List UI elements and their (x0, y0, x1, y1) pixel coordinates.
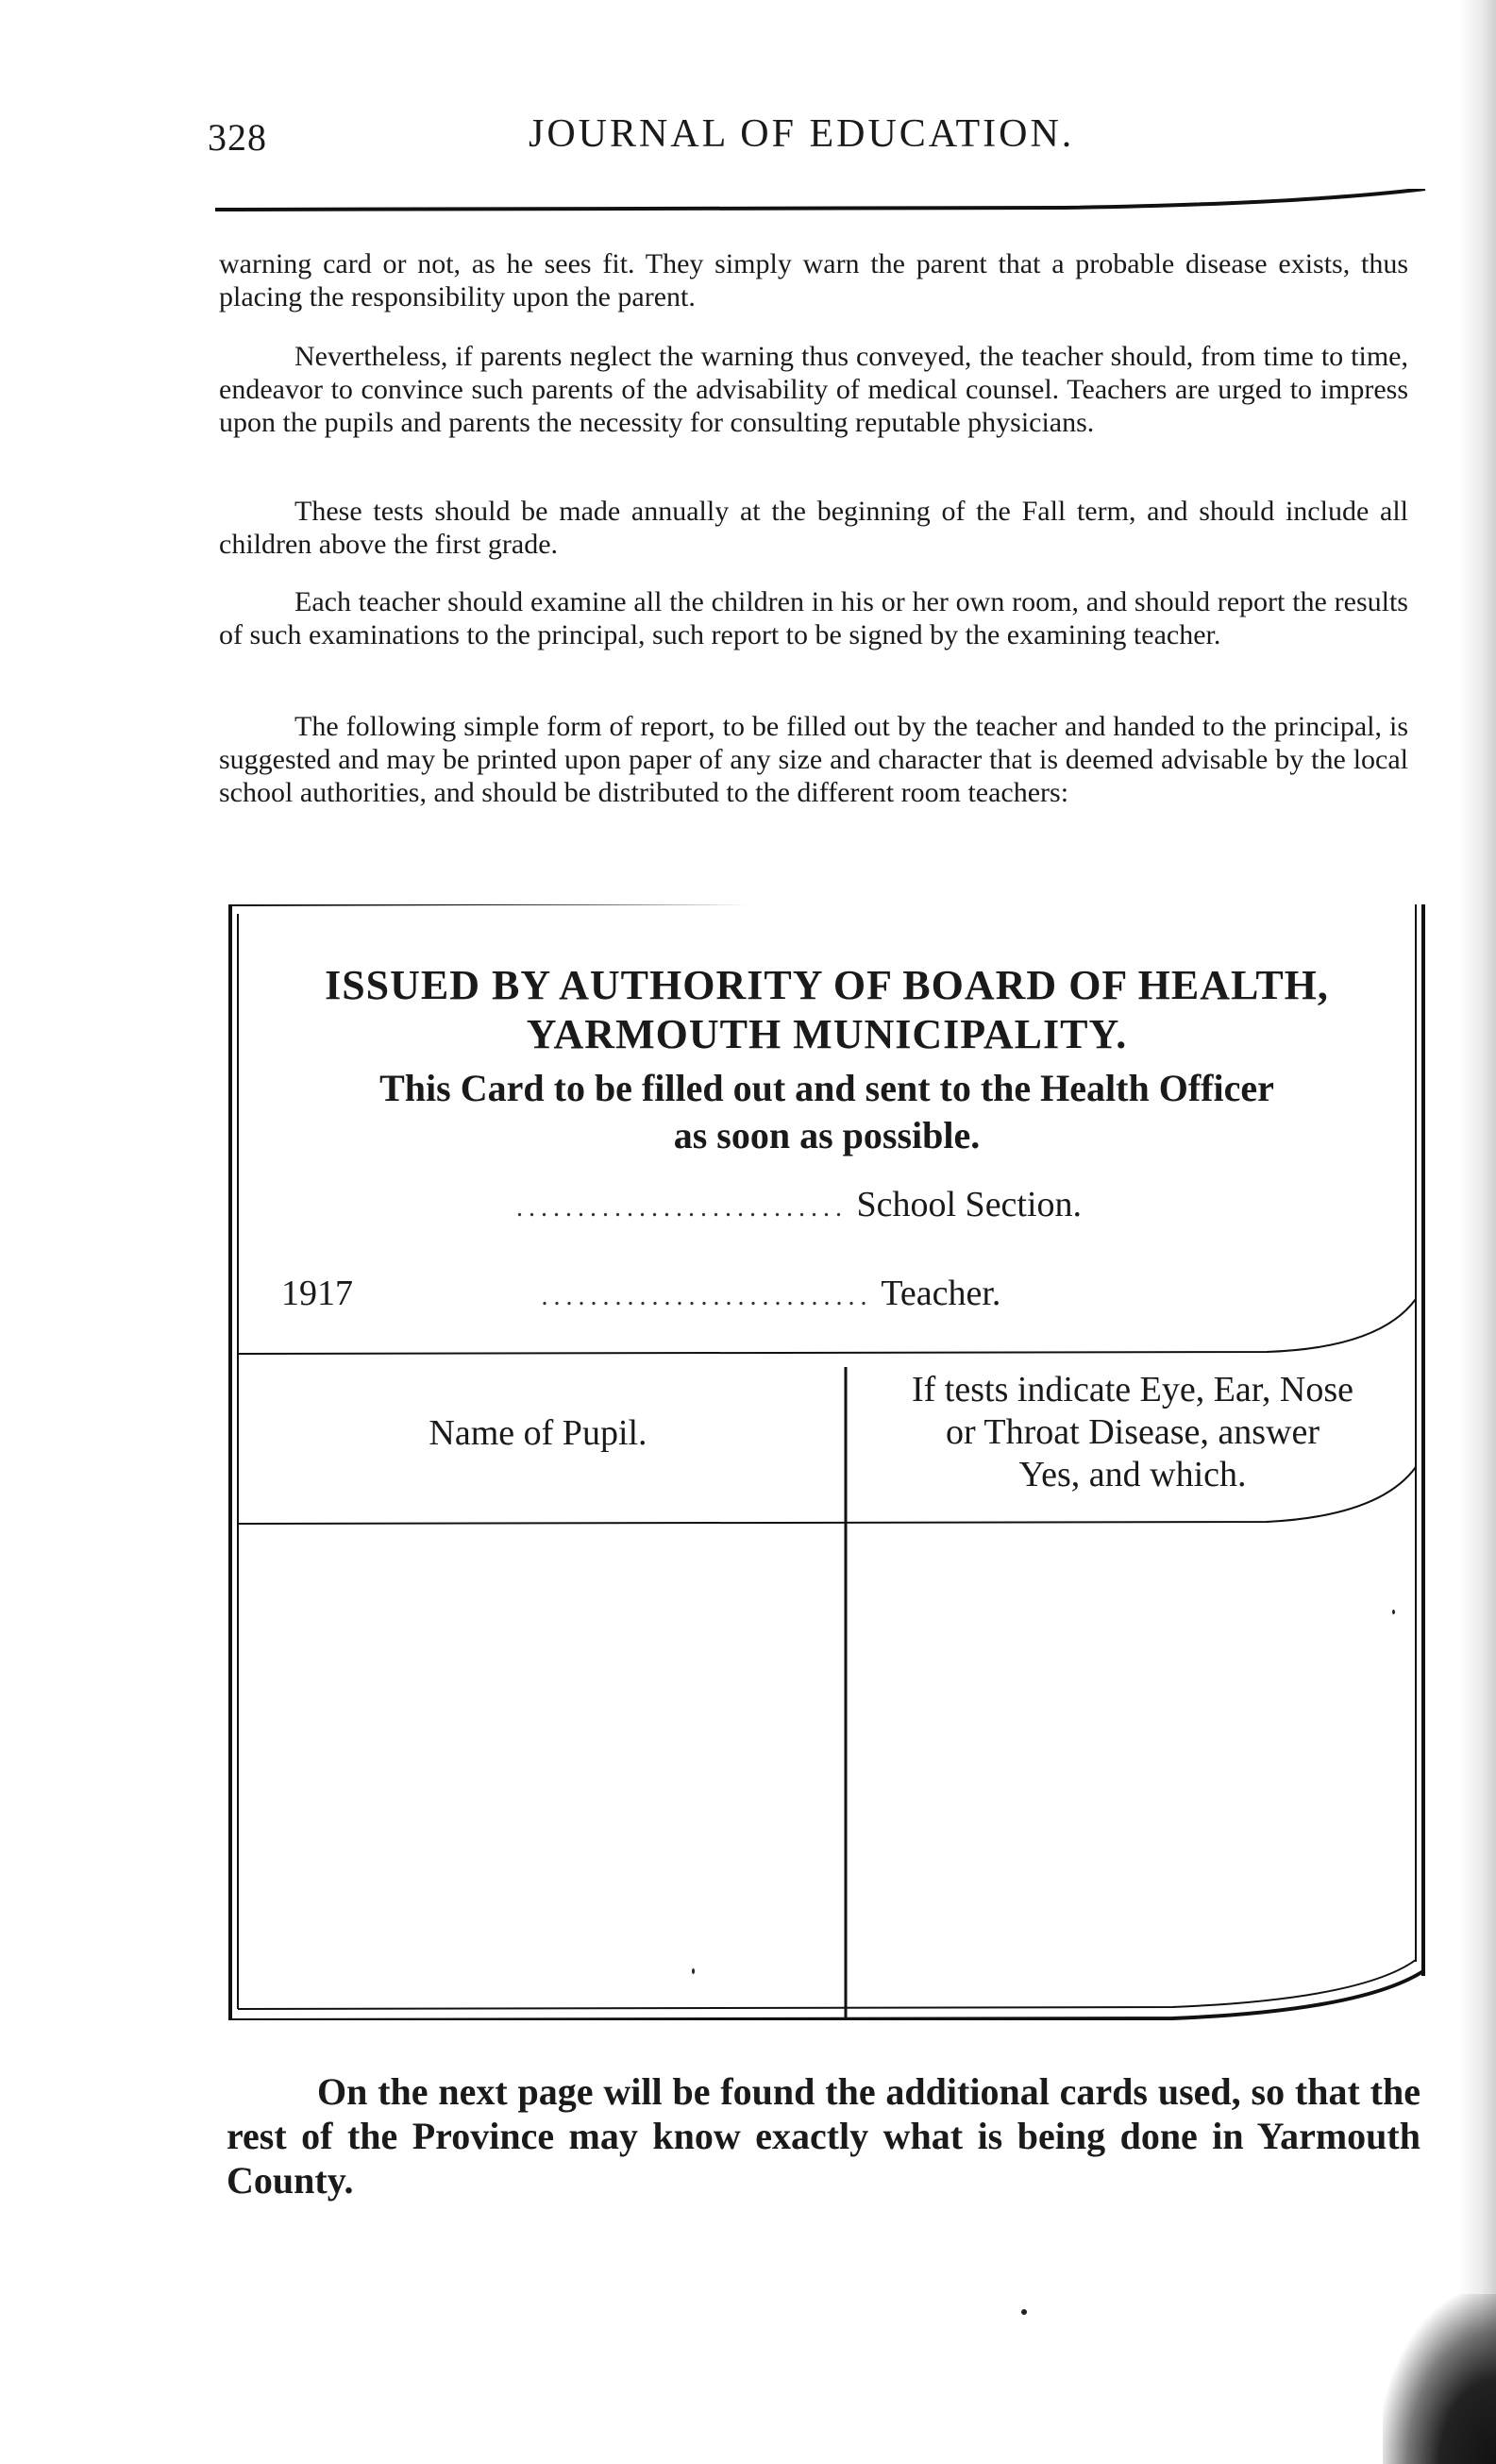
scan-speck (1021, 2309, 1027, 2315)
scan-speck (692, 1968, 695, 1974)
closing-paragraph: On the next page will be found the additional cards used, so that the rest of the Province may know exactly what is being done in Yarmouth County. (227, 2070, 1420, 2202)
teacher-fill-dots: ........................... (541, 1282, 873, 1311)
card-title: ISSUED BY AUTHORITY OF BOARD OF HEALTH, YARMOUTH MUNICIPALITY. (325, 962, 1329, 1057)
school-section-label: School Section. (856, 1185, 1083, 1224)
running-title: JOURNAL OF EDUCATION. (529, 112, 1075, 156)
scan-edge-shadow (1458, 0, 1496, 2464)
page-number: 328 (208, 116, 267, 159)
paragraph-teacher-examine: Each teacher should examine all the children in his or her own room, and should report the results of such examinations to the principal, such report to be signed by the examining teacher. (219, 586, 1408, 650)
teacher-label: Teacher. (881, 1274, 1001, 1313)
paragraph-annual-tests: These tests should be made annually at the beginning of the Fall term, and should include all children above the first grade. (219, 496, 1408, 560)
health-report-card (228, 904, 1425, 2020)
scan-speck (1392, 1610, 1395, 1614)
paragraph-nevertheless: Nevertheless, if parents neglect the warning thus conveyed, the teacher should, from time to time, endeavor to convince such parents of the advisability of medical counsel. Teachers are urged to impress upon the pupils and parents the necessity for consulting reputable physicians. (219, 341, 1408, 438)
header-rule (215, 189, 1428, 227)
card-year: 1917 (281, 1274, 353, 1313)
scan-corner-shadow (1383, 2294, 1496, 2464)
column-header-pupil-name: Name of Pupil. (429, 1413, 647, 1453)
teacher-line (281, 1273, 1000, 1314)
column-header-disease: If tests indicate Eye, Ear, Nose or Throat Disease, answer Yes, and which. (911, 1370, 1354, 1494)
school-section-line (516, 1184, 1082, 1225)
paragraph-warning-card: warning card or not, as he sees fit. They simply warn the parent that a probable disease exists, thus placing the responsibility upon the parent. (219, 248, 1408, 312)
paragraph-report-form: The following simple form of report, to be filled out by the teacher and handed to the principal, is suggested and may be printed upon paper of any size and character that is deemed advisable by the local school authorities, and should be distributed to the different room teachers: (219, 711, 1408, 808)
card-instruction: This Card to be filled out and sent to the Health Officer as soon as possible. (379, 1067, 1274, 1156)
school-fill-dots: ........................... (516, 1193, 848, 1223)
